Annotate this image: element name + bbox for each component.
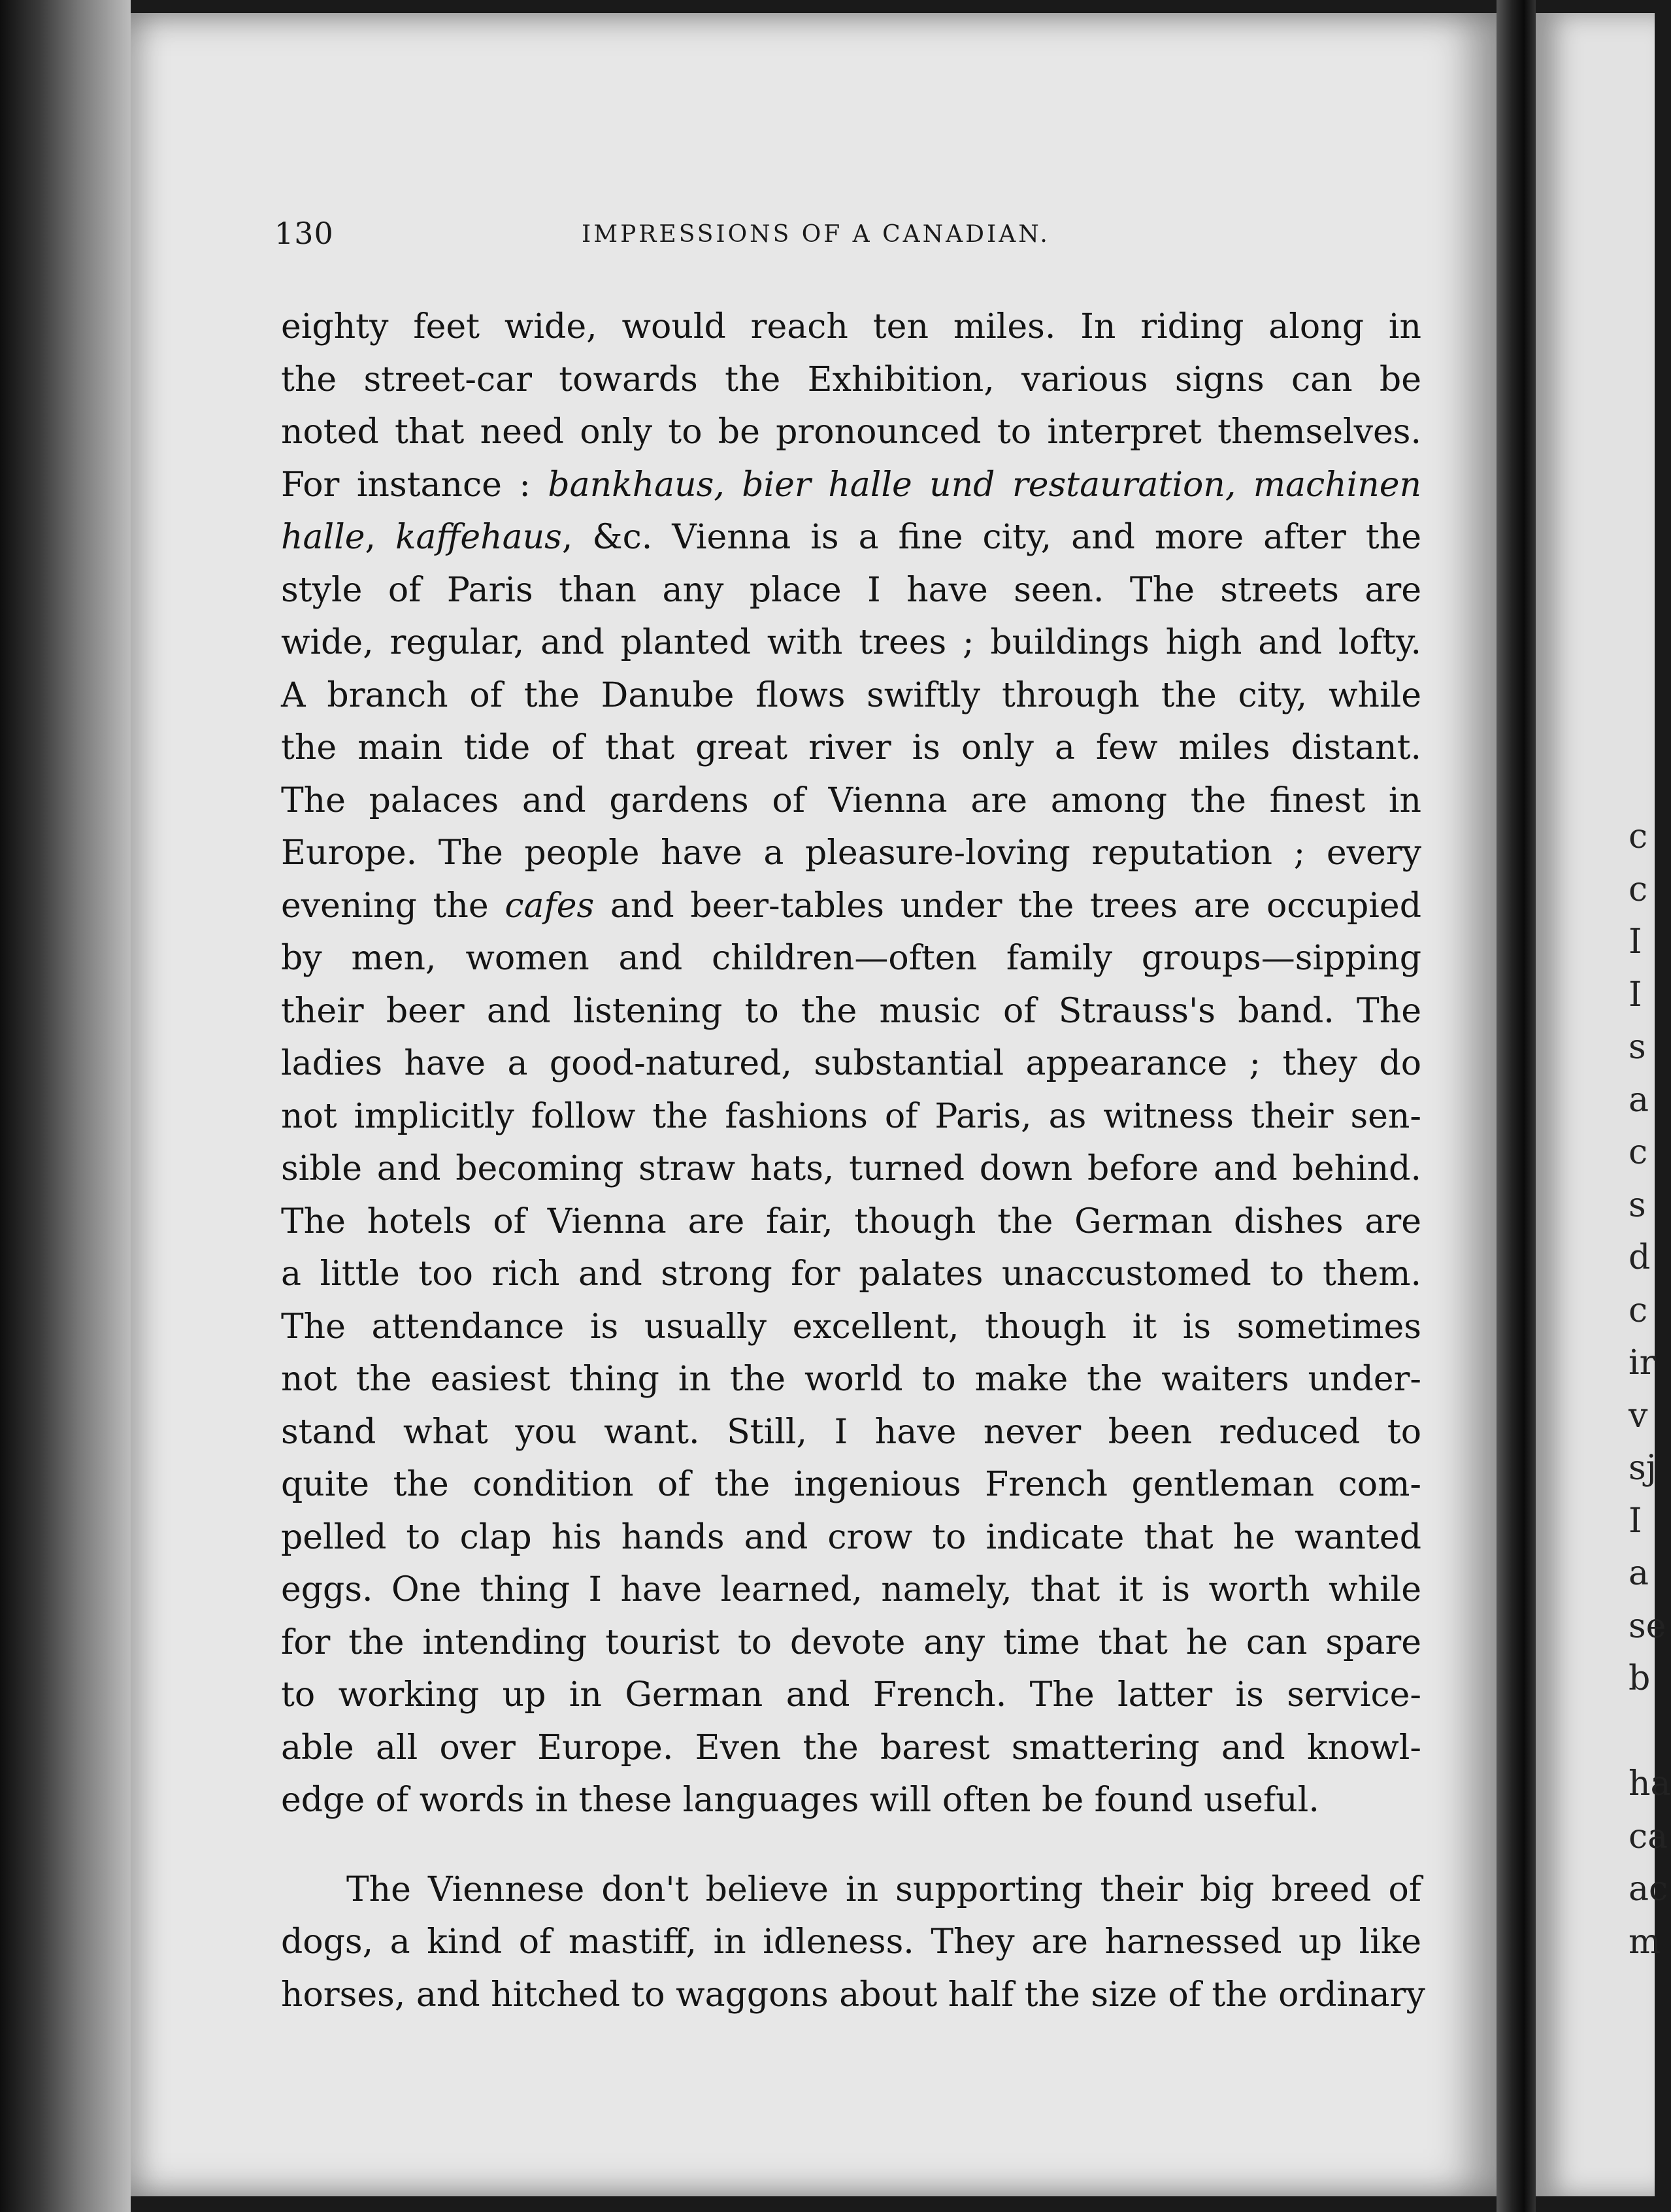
text-line: dogs, a kind of mastiff, in idleness. They are harnessed up like bbox=[281, 1922, 1421, 1962]
facing-line: I bbox=[1629, 975, 1642, 1014]
text-line: The hotels of Vienna are fair, though the German dishes are bbox=[281, 1201, 1421, 1241]
text-line: not implicitly follow the fashions of Paris, as witness their sen- bbox=[281, 1096, 1421, 1136]
paragraph-gap bbox=[281, 1827, 1421, 1864]
facing-line: sj bbox=[1629, 1449, 1657, 1488]
text-line: The Viennese don't believe in supporting their big breed of bbox=[346, 1869, 1421, 1909]
text-line: stand what you want. Still, I have never been reduced to bbox=[281, 1412, 1421, 1452]
facing-page-text bbox=[1629, 811, 1671, 1968]
body-text bbox=[281, 301, 1425, 2021]
text-line: ladies have a good-natured, substantial appearance ; they do bbox=[281, 1044, 1421, 1083]
text-line: noted that need only to be pronounced to interpret themselves. bbox=[281, 412, 1421, 452]
facing-line bbox=[1629, 1705, 1655, 1758]
facing-line: ac bbox=[1629, 1869, 1668, 1909]
facing-line: a bbox=[1629, 1080, 1649, 1120]
text-line: wide, regular, and planted with trees ; buildings high and lofty. bbox=[281, 623, 1421, 662]
facing-line: ha bbox=[1629, 1764, 1671, 1803]
page-edge-stack bbox=[0, 0, 131, 2212]
facing-line: s bbox=[1629, 1185, 1646, 1225]
text-line: the main tide of that great river is only a few miles distant. bbox=[281, 728, 1421, 767]
facing-line: se bbox=[1629, 1606, 1666, 1646]
text-line: not the easiest thing in the world to make the waiters under- bbox=[281, 1360, 1421, 1399]
text-line: edge of words in these languages will often be found useful. bbox=[281, 1781, 1319, 1820]
italic-terms: bankhaus, bier halle und restauration, machinen bbox=[548, 465, 1422, 505]
text-line: eggs. One thing I have learned, namely, that it is worth while bbox=[281, 1570, 1421, 1609]
running-head: IMPRESSIONS OF A CANADIAN. bbox=[582, 221, 1050, 248]
facing-line: b bbox=[1629, 1659, 1651, 1698]
text-line: quite the condition of the ingenious French gentleman com- bbox=[281, 1465, 1421, 1504]
text-line: for the intending tourist to devote any time that he can spare bbox=[281, 1622, 1421, 1662]
text-line: to working up in German and French. The latter is service- bbox=[281, 1675, 1421, 1715]
text-line: their beer and listening to the music of Strauss's band. The bbox=[281, 991, 1421, 1031]
text-line: horses, and hitched to waggons about half the size of the ordinary bbox=[281, 1975, 1425, 2015]
text-span: evening the bbox=[281, 886, 489, 926]
facing-line: ir bbox=[1629, 1343, 1656, 1382]
text-line: the street-car towards the Exhibition, various signs can be bbox=[281, 360, 1421, 399]
facing-line: s bbox=[1629, 1028, 1646, 1067]
facing-line: m bbox=[1629, 1922, 1661, 1962]
page-number: 130 bbox=[274, 216, 334, 251]
facing-line: c bbox=[1629, 869, 1648, 909]
text-line: by men, women and children—often family groups—sipping bbox=[281, 939, 1421, 978]
text-span: For instance : bbox=[281, 465, 531, 505]
text-line: The attendance is usually excellent, though it is sometimes bbox=[281, 1307, 1421, 1347]
text-line: eighty feet wide, would reach ten miles. In riding along in bbox=[281, 307, 1421, 346]
text-line: The palaces and gardens of Vienna are among the finest in bbox=[281, 780, 1421, 820]
text-line: able all over Europe. Even the barest smattering and knowl- bbox=[281, 1728, 1421, 1768]
book-gutter bbox=[1497, 0, 1536, 2212]
facing-line: v bbox=[1629, 1396, 1648, 1435]
text-line: sible and becoming straw hats, turned down before and behind. bbox=[281, 1149, 1421, 1188]
italic-term: halle bbox=[281, 518, 365, 557]
text-line: A branch of the Danube flows swiftly through the city, while bbox=[281, 675, 1421, 715]
text-line: style of Paris than any place I have seen. The streets are bbox=[281, 570, 1421, 610]
text-line bbox=[281, 459, 1421, 512]
facing-line: I bbox=[1629, 1501, 1642, 1541]
text-span: and beer-tables under the trees are occupied bbox=[594, 886, 1421, 926]
facing-line: ca bbox=[1629, 1817, 1668, 1856]
facing-line: c bbox=[1629, 1290, 1648, 1330]
text-line bbox=[281, 880, 1421, 933]
italic-term: cafes bbox=[505, 886, 595, 926]
page-header bbox=[274, 216, 1425, 268]
facing-line: I bbox=[1629, 922, 1642, 962]
text-line: Europe. The people have a pleasure-loving reputation ; every bbox=[281, 833, 1421, 873]
facing-line: c bbox=[1629, 817, 1648, 856]
facing-line: d bbox=[1629, 1238, 1651, 1277]
text-span: , &c. Vienna is a fine city, and more after the bbox=[561, 518, 1421, 557]
facing-line: a bbox=[1629, 1554, 1649, 1593]
text-line: halle, kaffehaus, &c. Vienna is a fine city, and more after the bbox=[281, 518, 1421, 557]
facing-line: c bbox=[1629, 1133, 1648, 1172]
italic-term: kaffehaus bbox=[395, 518, 562, 557]
text-line: pelled to clap his hands and crow to indicate that he wanted bbox=[281, 1517, 1421, 1557]
text-line: a little too rich and strong for palates unaccustomed to them. bbox=[281, 1254, 1421, 1294]
